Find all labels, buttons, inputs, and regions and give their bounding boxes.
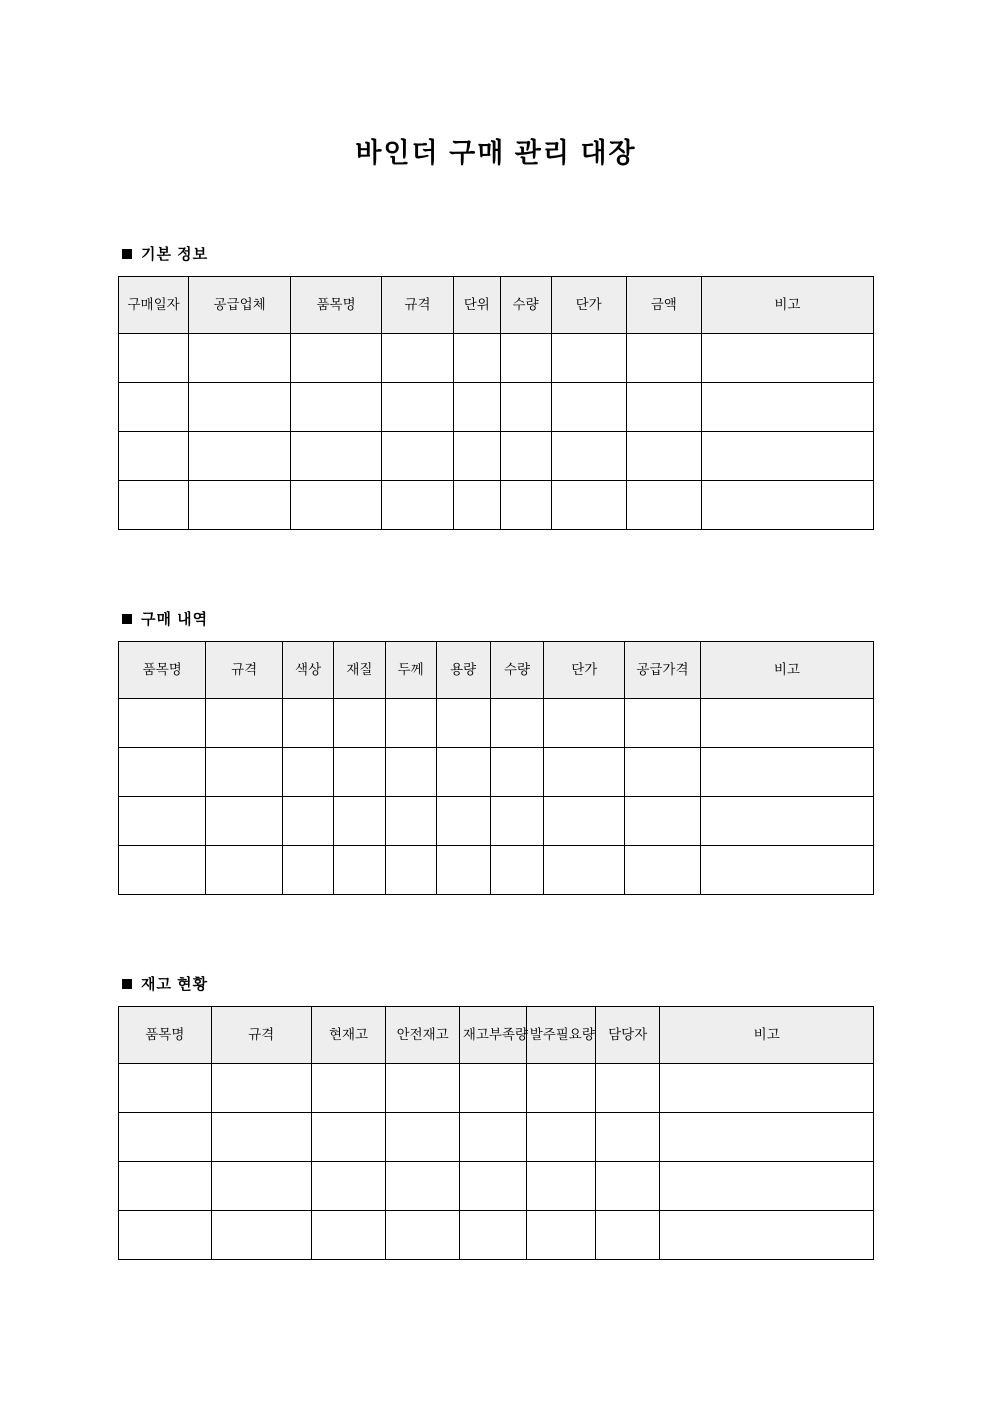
- table-cell[interactable]: [459, 1064, 526, 1113]
- table-cell[interactable]: [282, 748, 333, 797]
- column-header: 재고부족량: [459, 1007, 526, 1064]
- table-cell[interactable]: [189, 383, 291, 432]
- table-cell[interactable]: [206, 699, 283, 748]
- table-cell[interactable]: [453, 432, 500, 481]
- table-row: [119, 1113, 874, 1162]
- square-bullet-icon: [122, 614, 132, 624]
- table-cell[interactable]: [211, 1064, 311, 1113]
- table-cell[interactable]: [626, 432, 701, 481]
- table-row: [119, 797, 874, 846]
- table-cell[interactable]: [334, 846, 385, 895]
- table-cell[interactable]: [119, 481, 189, 530]
- table-cell[interactable]: [385, 797, 436, 846]
- table-cell[interactable]: [701, 334, 873, 383]
- section-heading-purchase-details: [122, 608, 874, 629]
- table-header-row: [119, 1007, 874, 1064]
- table-cell[interactable]: [119, 1162, 212, 1211]
- column-header: 비고: [700, 642, 873, 699]
- table-cell[interactable]: [551, 383, 626, 432]
- column-header: 안전재고: [386, 1007, 459, 1064]
- table-cell[interactable]: [386, 1113, 459, 1162]
- section-heading-basic-info: [122, 243, 874, 264]
- table-cell[interactable]: [459, 1113, 526, 1162]
- table-cell[interactable]: [660, 1113, 874, 1162]
- table-basic-info: [118, 276, 874, 530]
- table-cell[interactable]: [311, 1162, 386, 1211]
- section-heading-inventory-status: [122, 973, 874, 994]
- table-cell[interactable]: [459, 1211, 526, 1260]
- square-bullet-icon: [122, 249, 132, 259]
- table-cell[interactable]: [189, 481, 291, 530]
- table-cell[interactable]: [700, 699, 873, 748]
- table-cell[interactable]: [551, 334, 626, 383]
- table-cell[interactable]: [382, 432, 454, 481]
- table-cell[interactable]: [490, 797, 544, 846]
- table-cell[interactable]: [625, 699, 701, 748]
- table-cell[interactable]: [119, 334, 189, 383]
- square-bullet-icon: [122, 979, 132, 989]
- table-cell[interactable]: [626, 481, 701, 530]
- table-cell[interactable]: [500, 334, 551, 383]
- table-cell[interactable]: [595, 1162, 659, 1211]
- table-cell[interactable]: [311, 1113, 386, 1162]
- table-row: [119, 748, 874, 797]
- column-header: 금액: [626, 277, 701, 334]
- column-header: 규격: [206, 642, 283, 699]
- table-cell[interactable]: [453, 383, 500, 432]
- table-cell[interactable]: [544, 748, 625, 797]
- table-cell[interactable]: [526, 1211, 595, 1260]
- table-cell[interactable]: [334, 797, 385, 846]
- table-cell[interactable]: [436, 699, 490, 748]
- table-header-row: [119, 642, 874, 699]
- table-cell[interactable]: [544, 797, 625, 846]
- table-cell[interactable]: [544, 846, 625, 895]
- column-header: 발주필요량: [526, 1007, 595, 1064]
- table-row: [119, 432, 874, 481]
- table-row: [119, 383, 874, 432]
- table-cell[interactable]: [291, 432, 382, 481]
- table-purchase-details: [118, 641, 874, 895]
- table-cell[interactable]: [386, 1211, 459, 1260]
- table-cell[interactable]: [595, 1113, 659, 1162]
- column-header: 품목명: [119, 642, 206, 699]
- table-cell[interactable]: [311, 1064, 386, 1113]
- table-cell[interactable]: [386, 1064, 459, 1113]
- table-cell[interactable]: [625, 846, 701, 895]
- table-cell[interactable]: [625, 748, 701, 797]
- table-cell[interactable]: [119, 699, 206, 748]
- table-cell[interactable]: [595, 1211, 659, 1260]
- table-cell[interactable]: [311, 1211, 386, 1260]
- table-header-row: [119, 277, 874, 334]
- table-cell[interactable]: [500, 432, 551, 481]
- table-cell[interactable]: [206, 846, 283, 895]
- column-header: 재질: [334, 642, 385, 699]
- table-cell[interactable]: [526, 1113, 595, 1162]
- table-row: [119, 1211, 874, 1260]
- table-cell[interactable]: [625, 797, 701, 846]
- table-inventory-status: [118, 1006, 874, 1260]
- section-inventory-status: [118, 973, 874, 1260]
- column-header: 규격: [382, 277, 454, 334]
- column-header: 용량: [436, 642, 490, 699]
- column-header: 규격: [211, 1007, 311, 1064]
- table-cell[interactable]: [459, 1162, 526, 1211]
- table-cell[interactable]: [119, 748, 206, 797]
- table-cell[interactable]: [189, 334, 291, 383]
- table-row: [119, 481, 874, 530]
- table-cell[interactable]: [385, 846, 436, 895]
- table-row: [119, 699, 874, 748]
- table-cell[interactable]: [282, 699, 333, 748]
- column-header: 구매일자: [119, 277, 189, 334]
- table-cell[interactable]: [660, 1162, 874, 1211]
- table-cell[interactable]: [626, 383, 701, 432]
- table-cell[interactable]: [119, 846, 206, 895]
- table-cell[interactable]: [385, 699, 436, 748]
- table-cell[interactable]: [660, 1211, 874, 1260]
- table-cell[interactable]: [291, 383, 382, 432]
- page-title: 바인더 구매 관리 대장: [355, 138, 637, 168]
- table-cell[interactable]: [626, 334, 701, 383]
- section-heading-label: 기본 정보: [141, 246, 209, 264]
- table-row: [119, 1064, 874, 1113]
- table-cell[interactable]: [291, 481, 382, 530]
- column-header: 공급가격: [625, 642, 701, 699]
- table-cell[interactable]: [453, 334, 500, 383]
- column-header: 비고: [660, 1007, 874, 1064]
- column-header: 두께: [385, 642, 436, 699]
- column-header: 품목명: [119, 1007, 212, 1064]
- column-header: 현재고: [311, 1007, 386, 1064]
- table-cell[interactable]: [453, 481, 500, 530]
- table-cell[interactable]: [700, 797, 873, 846]
- table-cell[interactable]: [660, 1064, 874, 1113]
- column-header: 담당자: [595, 1007, 659, 1064]
- column-header: 비고: [701, 277, 873, 334]
- column-header: 공급업체: [189, 277, 291, 334]
- column-header: 수량: [500, 277, 551, 334]
- column-header: 단가: [551, 277, 626, 334]
- table-cell[interactable]: [282, 846, 333, 895]
- table-cell[interactable]: [189, 432, 291, 481]
- table-cell[interactable]: [382, 383, 454, 432]
- table-row: [119, 334, 874, 383]
- column-header: 색상: [282, 642, 333, 699]
- section-heading-label: 구매 내역: [141, 611, 209, 629]
- table-cell[interactable]: [291, 334, 382, 383]
- column-header: 단가: [544, 642, 625, 699]
- table-cell[interactable]: [206, 797, 283, 846]
- table-cell[interactable]: [382, 334, 454, 383]
- column-header: 품목명: [291, 277, 382, 334]
- table-cell[interactable]: [701, 481, 873, 530]
- table-cell[interactable]: [490, 846, 544, 895]
- table-cell[interactable]: [500, 383, 551, 432]
- table-cell[interactable]: [211, 1162, 311, 1211]
- table-cell[interactable]: [526, 1162, 595, 1211]
- table-cell[interactable]: [701, 383, 873, 432]
- table-cell[interactable]: [385, 748, 436, 797]
- table-cell[interactable]: [436, 846, 490, 895]
- table-cell[interactable]: [119, 383, 189, 432]
- table-cell[interactable]: [334, 748, 385, 797]
- section-basic-info: [118, 243, 874, 530]
- table-cell[interactable]: [119, 1113, 212, 1162]
- table-cell[interactable]: [119, 1211, 212, 1260]
- table-cell[interactable]: [551, 481, 626, 530]
- table-cell[interactable]: [595, 1064, 659, 1113]
- table-cell[interactable]: [544, 699, 625, 748]
- table-cell[interactable]: [500, 481, 551, 530]
- table-cell[interactable]: [701, 432, 873, 481]
- table-cell[interactable]: [211, 1211, 311, 1260]
- column-header: 수량: [490, 642, 544, 699]
- table-cell[interactable]: [206, 748, 283, 797]
- table-cell[interactable]: [119, 1064, 212, 1113]
- table-row: [119, 846, 874, 895]
- table-cell[interactable]: [382, 481, 454, 530]
- table-cell[interactable]: [386, 1162, 459, 1211]
- table-cell[interactable]: [211, 1113, 311, 1162]
- table-cell[interactable]: [700, 748, 873, 797]
- table-cell[interactable]: [700, 846, 873, 895]
- table-cell[interactable]: [490, 699, 544, 748]
- section-heading-label: 재고 현황: [141, 976, 209, 994]
- table-cell[interactable]: [526, 1064, 595, 1113]
- table-row: [119, 1162, 874, 1211]
- table-cell[interactable]: [490, 748, 544, 797]
- table-cell[interactable]: [119, 797, 206, 846]
- table-cell[interactable]: [334, 699, 385, 748]
- table-cell[interactable]: [436, 797, 490, 846]
- table-cell[interactable]: [282, 797, 333, 846]
- table-cell[interactable]: [436, 748, 490, 797]
- column-header: 단위: [453, 277, 500, 334]
- section-purchase-details: [118, 608, 874, 895]
- table-cell[interactable]: [551, 432, 626, 481]
- table-cell[interactable]: [119, 432, 189, 481]
